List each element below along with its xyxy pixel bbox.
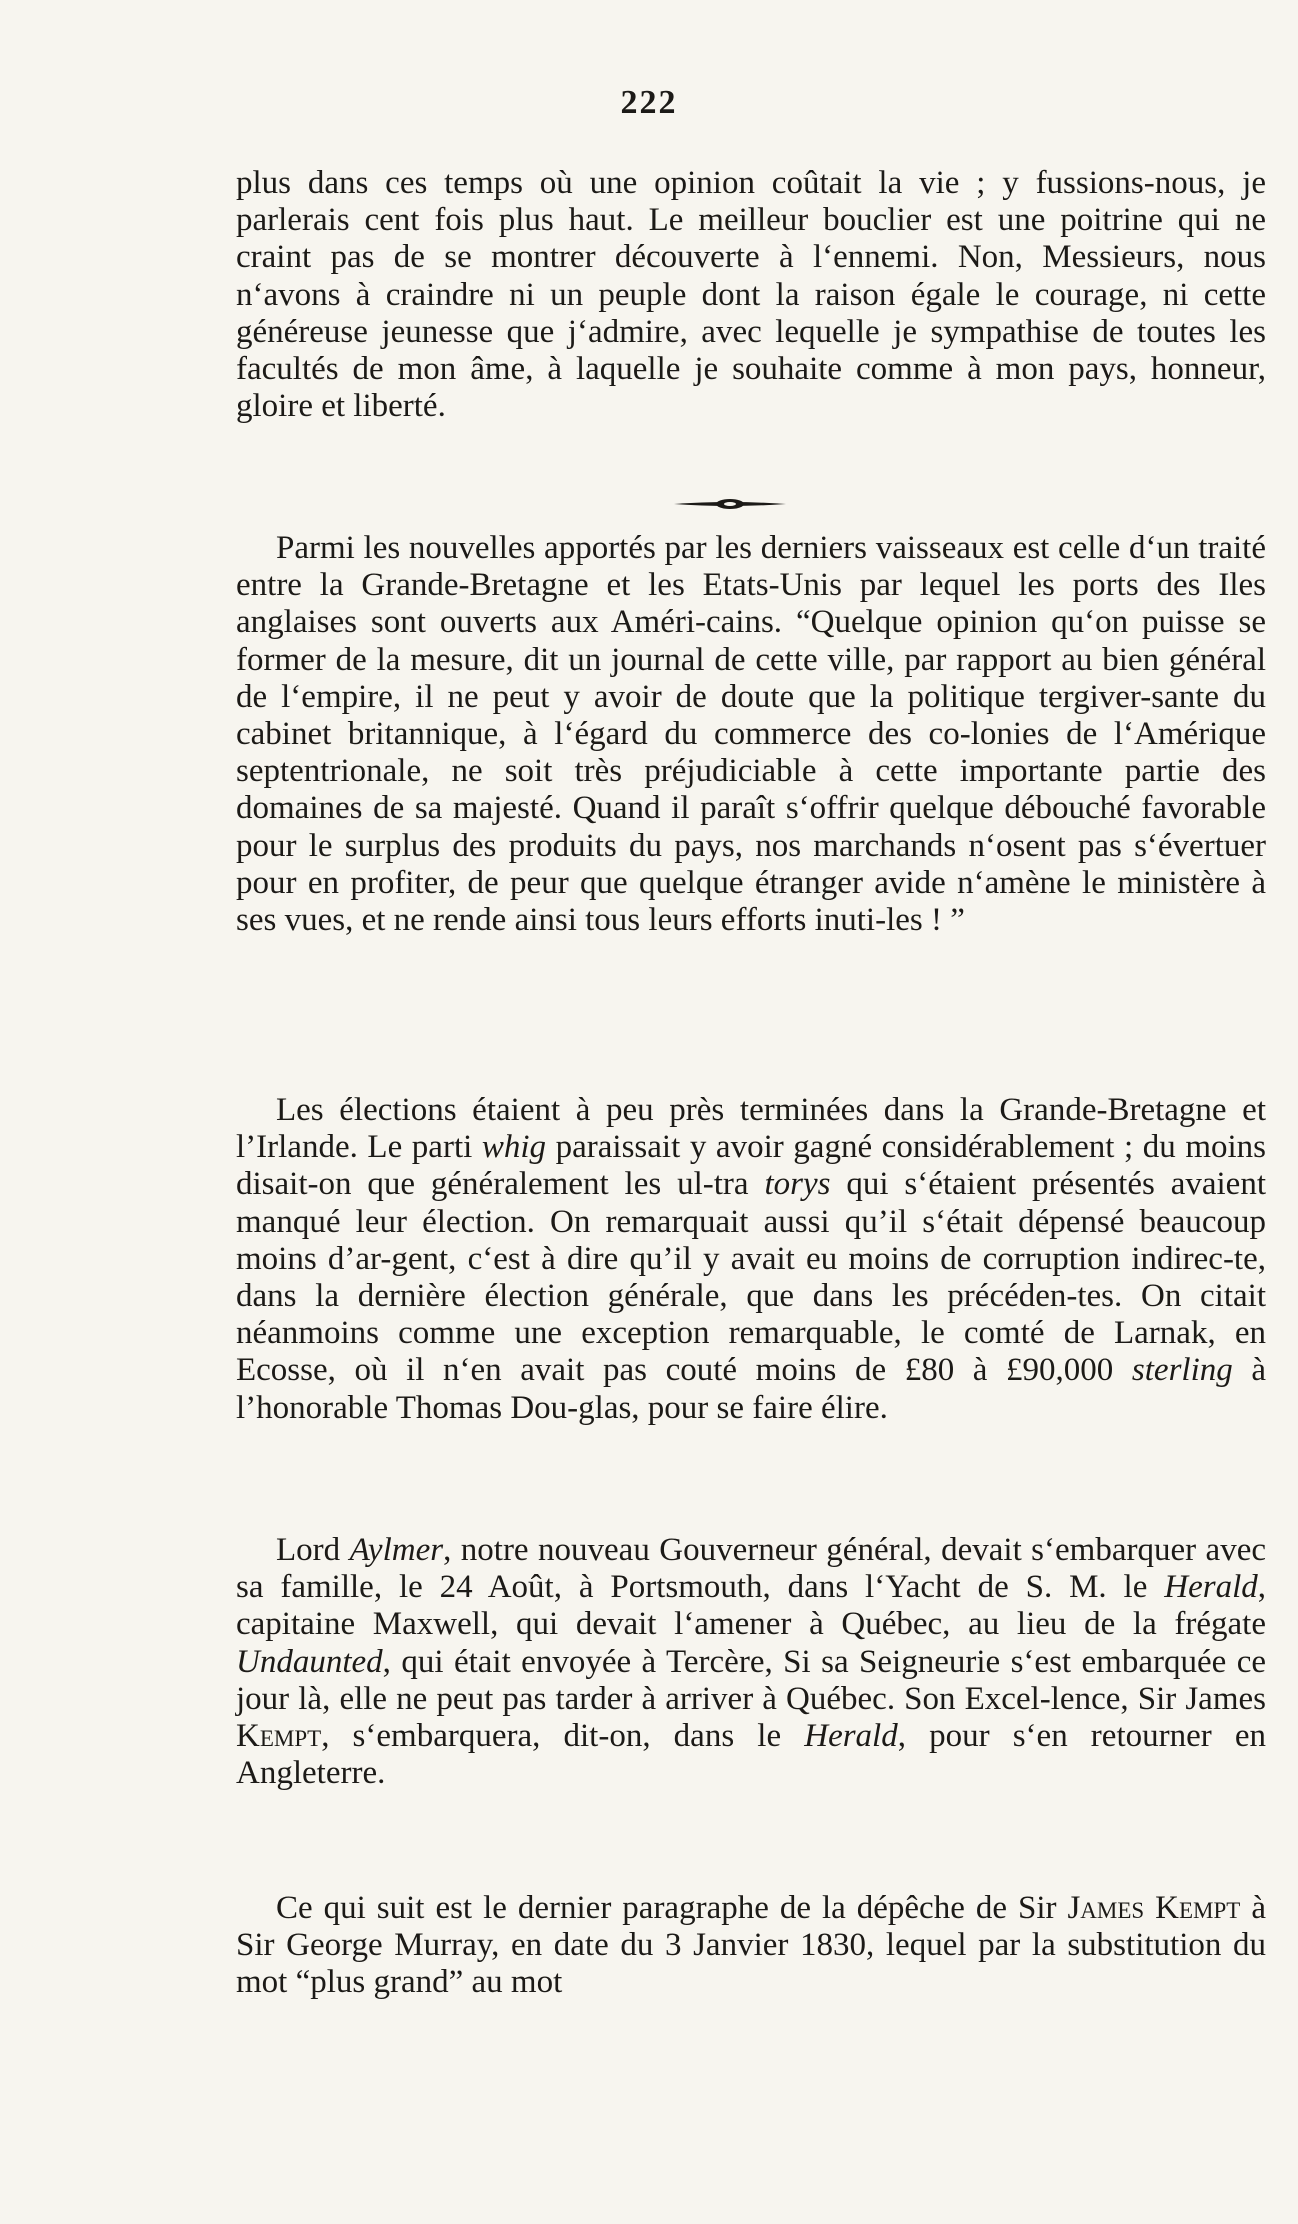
rule-ornament-icon — [672, 497, 788, 511]
p3-part: à l’honorable Thomas Dou-glas, pour se faire élire. — [236, 1352, 1266, 1426]
p4-italic-aylmer: Aylmer — [349, 1532, 444, 1568]
p4-part: , pour s‘en retourner en Angleterre. — [236, 1718, 1267, 1792]
p4-part: , qui était envoyée à Tercère, Si sa Seigneurie s‘est embarquée ce jour là, elle ne peut pas tarder à arriver à Québec. Son Excel-lence, Sir James — [236, 1643, 1266, 1717]
p3-part: paraissait y avoir gagné considérablement ; du moins disait-on que généralement les ul-tra — [236, 1129, 1266, 1203]
p4-smallcaps-kempt: Kempt — [236, 1718, 322, 1755]
paragraph-4 — [236, 1532, 1266, 1792]
p4-italic-herald: Herald — [1164, 1569, 1258, 1606]
p5-part: à Sir George Murray, en date du 3 Janvier 1830, lequel par la substitution du mot “plus grand” au mot — [236, 1890, 1266, 2001]
p3-italic-whig: whig — [481, 1129, 547, 1166]
paragraph-3 — [236, 1092, 1266, 1427]
p5-smallcaps-james-kempt: James Kempt — [1067, 1890, 1241, 1926]
page-number: 222 — [620, 84, 678, 121]
p3-part: Les élections étaient à peu près terminées dans la Grande-Bretagne et l’Irlande. Le parti — [236, 1092, 1266, 1166]
p4-part: , capitaine Maxwell, qui devait l‘amener à Québec, au lieu de la frégate — [236, 1569, 1266, 1643]
p5-part: Ce qui suit est le dernier paragraphe de la dépêche de Sir — [276, 1890, 1068, 1926]
p4-part: , notre nouveau Gouverneur général, devait s‘embarquer avec sa famille, le 24 Août, à Portsmouth, dans l‘Yacht de S. M. le — [236, 1532, 1266, 1606]
p3-italic-sterling: sterling — [1131, 1352, 1233, 1389]
paragraph-1 — [236, 165, 1266, 425]
p3-italic-torys: torys — [764, 1166, 831, 1203]
p4-italic-undaunted: Undaunted — [236, 1643, 383, 1680]
paragraph-2 — [236, 530, 1266, 939]
paragraph-5 — [236, 1890, 1266, 2002]
p4-part: , s‘embarquera, dit-on, dans le — [321, 1718, 805, 1755]
paragraph-1-text: plus dans ces temps où une opinion coûtait la vie ; y fussions-nous, je parlerais cent fois plus haut. Le meilleur bouclier est une poitrine qui ne craint pas de se montrer découverte à l‘ennemi. Non, Messieurs, nous n‘avons à craindre ni un peuple dont la raison égale le courage, ni cette généreuse jeunesse que j‘admire, avec lequelle je sympathise de toutes les facultés de mon âme, à laquelle je souhaite comme à mon pays, honneur, gloire et liberté. — [236, 165, 1266, 425]
p3-part: qui s‘étaient présentés avaient manqué leur élection. On remarquait aussi qu’il s‘était dépensé beaucoup moins d’ar-gent, c‘est à dire qu’il y avait eu moins de corruption indirec-te, dans la dernière élection générale, que dans les précéden-tes. On citait néanmoins comme une exception remarquable, le comté de Larnak, en Ecosse, où il n‘en avait pas couté moins de £80 à £90,000 — [236, 1166, 1267, 1389]
paragraph-5-text — [236, 1890, 1266, 2002]
p4-part: Lord — [276, 1532, 350, 1568]
paragraph-3-text — [236, 1092, 1266, 1427]
paragraph-2-text: Parmi les nouvelles apportés par les derniers vaisseaux est celle d‘un traité entre la Grande-Bretagne et les Etats-Unis par lequel les ports des Iles anglaises sont ouverts aux Améri-cains. “Quelque opinion qu‘on puisse se former de la mesure, dit un journal de cette ville, par rapport au bien général de l‘empire, il ne peut y avoir de doute que la politique tergiver-sante du cabinet britannique, à l‘égard du commerce des co-lonies de l‘Amérique septentrionale, ne soit très préjudiciable à cette importante partie des domaines de sa majesté. Quand il paraît s‘offrir quelque débouché favorable pour le surplus des produits du pays, nos marchands n‘osent pas s‘évertuer pour en profiter, de peur que quelque étranger avide n‘amène le ministère à ses vues, et ne rende ainsi tous leurs efforts inuti-les ! ” — [236, 530, 1266, 939]
p4-italic-herald-2: Herald — [804, 1718, 898, 1755]
paragraph-4-text — [236, 1532, 1266, 1792]
